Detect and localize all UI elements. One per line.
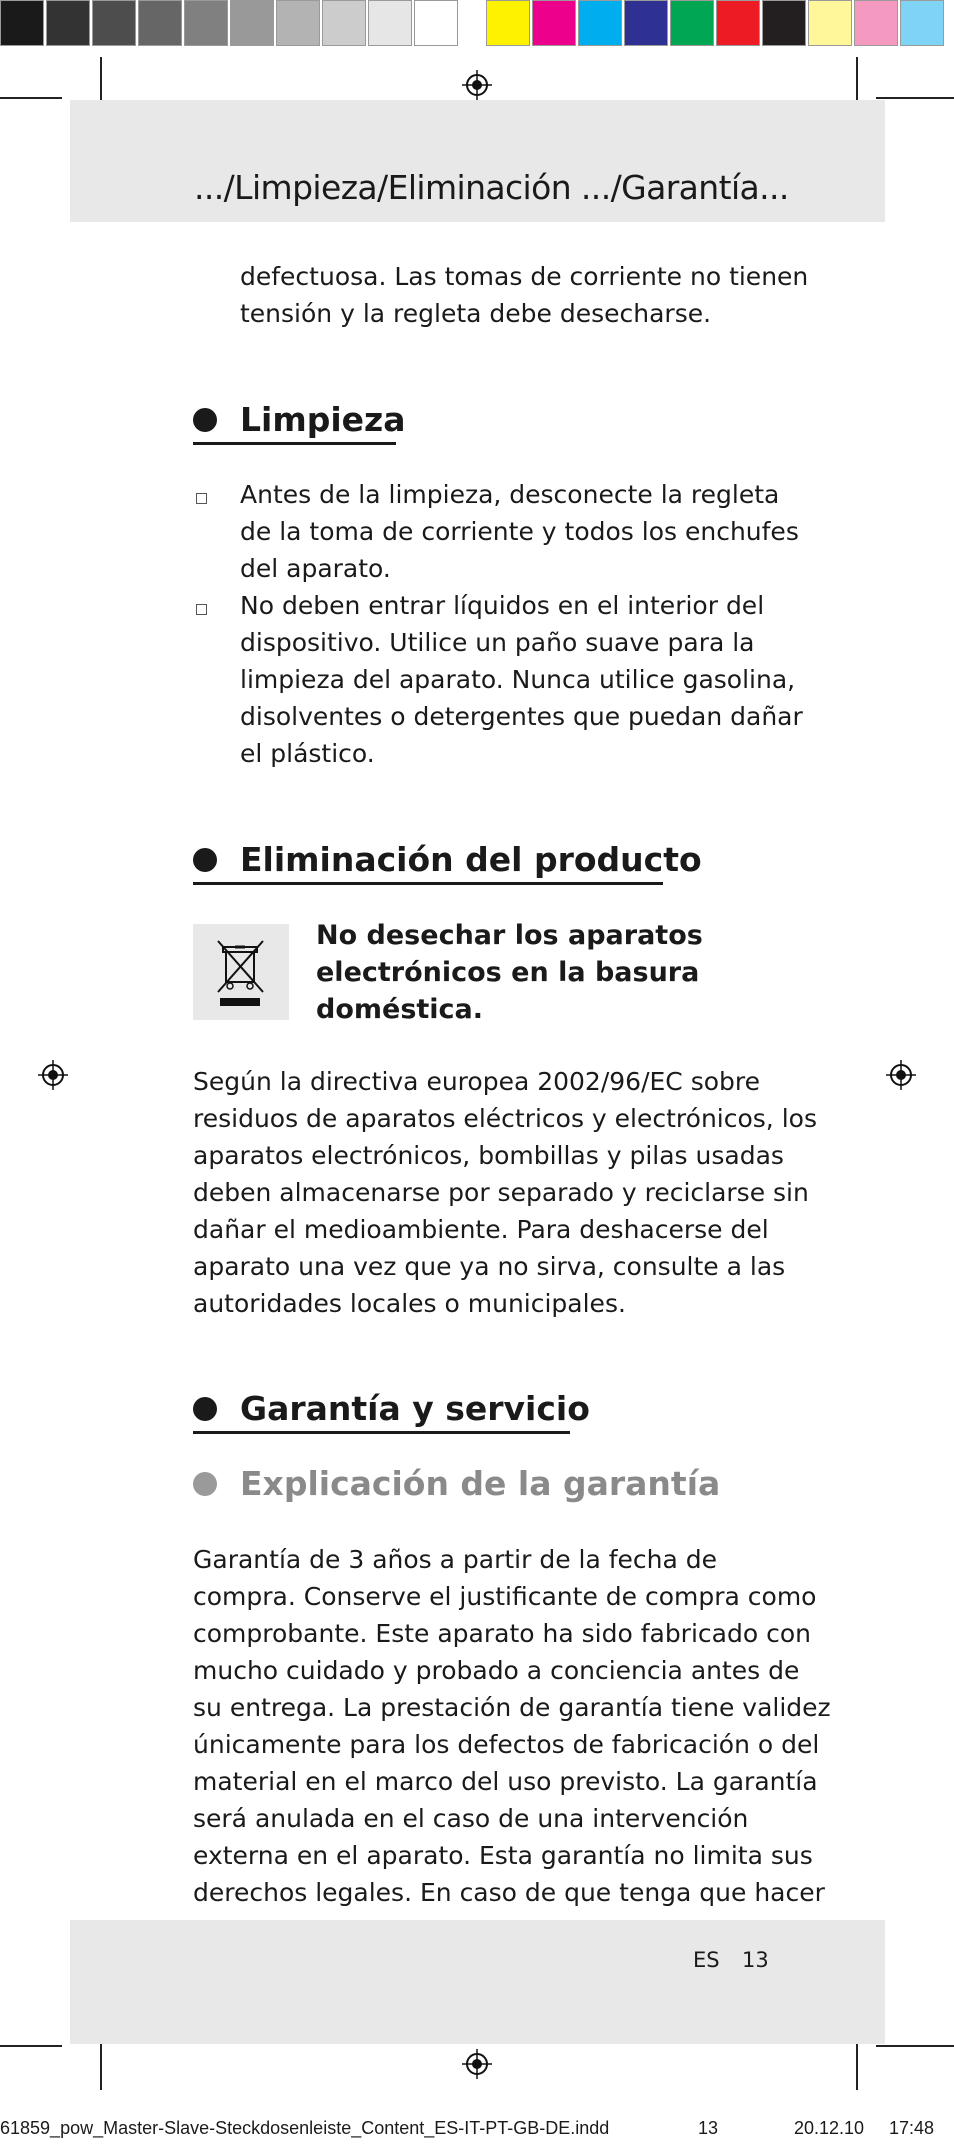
text-line: únicamente para los defectos de fabricación o del bbox=[193, 1730, 820, 1759]
text-line: Antes de la limpieza, desconecte la regleta bbox=[240, 480, 780, 509]
registration-mark-icon bbox=[886, 1060, 916, 1090]
footer-band bbox=[70, 1920, 885, 2044]
text-line: doméstica. bbox=[316, 994, 484, 1025]
slug-page: 13 bbox=[698, 2118, 719, 2138]
color-swatch bbox=[0, 0, 44, 46]
subsection-heading-warranty-explanation: Explicación de la garantía bbox=[240, 1464, 721, 1503]
text-line: compra. Conserve el justificante de compra como bbox=[193, 1582, 817, 1611]
text-line: aparato una vez que ya no sirva, consulte a las bbox=[193, 1252, 786, 1281]
color-swatch bbox=[414, 0, 458, 46]
crop-mark bbox=[876, 2045, 954, 2047]
crop-mark bbox=[876, 97, 954, 99]
subsection-bullet-icon bbox=[193, 1472, 217, 1496]
registration-mark-icon bbox=[462, 2049, 492, 2079]
text-line: externa en el aparato. Esta garantía no limita sus bbox=[193, 1841, 813, 1870]
color-swatch bbox=[92, 0, 136, 46]
text-line: No desechar los aparatos bbox=[316, 920, 703, 951]
color-swatch bbox=[578, 0, 622, 46]
registration-mark-icon bbox=[462, 70, 492, 100]
text-line: Según la directiva europea 2002/96/EC sobre bbox=[193, 1067, 760, 1096]
heading-underline bbox=[193, 1431, 570, 1434]
text-line: tensión y la regleta debe desecharse. bbox=[240, 299, 712, 328]
weee-crossed-bin-icon bbox=[193, 924, 289, 1020]
disposal-paragraph bbox=[193, 1063, 817, 1322]
color-swatch bbox=[368, 0, 412, 46]
text-line: dispositivo. Utilice un paño suave para la bbox=[240, 628, 755, 657]
text-line: electrónicos en la basura bbox=[316, 957, 700, 988]
text-line: del aparato. bbox=[240, 554, 391, 583]
text-line: residuos de aparatos eléctricos y electrónicos, los bbox=[193, 1104, 817, 1133]
text-line: limpieza del aparato. Nunca utilice gasolina, bbox=[240, 665, 796, 694]
color-swatch bbox=[762, 0, 806, 46]
color-swatch bbox=[716, 0, 760, 46]
slug-filename: 61859_pow_Master-Slave-Steckdosenleiste_Content_ES-IT-PT-GB-DE.indd bbox=[0, 2118, 610, 2138]
warranty-paragraph bbox=[193, 1541, 831, 1911]
section-heading-warranty: Garantía y servicio bbox=[240, 1389, 590, 1428]
crop-mark bbox=[856, 2040, 858, 2090]
color-swatch bbox=[808, 0, 852, 46]
text-line: autoridades locales o municipales. bbox=[193, 1289, 626, 1318]
registration-mark-icon bbox=[38, 1060, 68, 1090]
text-line: su entrega. La prestación de garantía tiene validez bbox=[193, 1693, 831, 1722]
section-heading-disposal: Eliminación del producto bbox=[240, 840, 702, 879]
section-bullet-icon bbox=[193, 848, 217, 872]
color-swatch bbox=[486, 0, 530, 46]
crop-mark bbox=[856, 57, 858, 105]
text-line: No deben entrar líquidos en el interior del bbox=[240, 591, 765, 620]
color-swatch bbox=[276, 0, 320, 46]
text-line: derechos legales. En caso de que tenga que hacer bbox=[193, 1878, 825, 1907]
footer-language: ES bbox=[693, 1948, 720, 1972]
section-heading-cleaning: Limpieza bbox=[240, 400, 406, 439]
color-swatch bbox=[532, 0, 576, 46]
text-line: dañar el medioambiente. Para deshacerse del bbox=[193, 1215, 769, 1244]
text-line: defectuosa. Las tomas de corriente no tienen bbox=[240, 262, 809, 291]
text-line: el plástico. bbox=[240, 739, 375, 768]
color-swatch bbox=[138, 0, 182, 46]
color-swatch bbox=[322, 0, 366, 46]
text-line: deben almacenarse por separado y reciclarse sin bbox=[193, 1178, 809, 1207]
heading-underline bbox=[193, 882, 663, 885]
color-swatch bbox=[624, 0, 668, 46]
text-line: disolventes o detergentes que puedan dañar bbox=[240, 702, 803, 731]
intro-paragraph bbox=[240, 258, 808, 332]
page-header-title: .../Limpieza/Eliminación .../Garantía... bbox=[194, 168, 789, 207]
slug-time: 17:48 bbox=[889, 2118, 935, 2138]
text-line: será anulada en el caso de una intervención bbox=[193, 1804, 749, 1833]
text-line: mucho cuidado y probado a conciencia antes de bbox=[193, 1656, 800, 1685]
text-line: aparatos electrónicos, bombillas y pilas usadas bbox=[193, 1141, 784, 1170]
section-bullet-icon bbox=[193, 1397, 217, 1421]
text-line: comprobante. Este aparato ha sido fabricado con bbox=[193, 1619, 811, 1648]
text-line: de la toma de corriente y todos los enchufes bbox=[240, 517, 799, 546]
color-swatch bbox=[46, 0, 90, 46]
crop-mark bbox=[0, 2045, 62, 2047]
slug-date: 20.12.10 bbox=[794, 2118, 865, 2138]
color-swatch bbox=[854, 0, 898, 46]
checkbox-bullet-icon bbox=[196, 604, 207, 615]
section-bullet-icon bbox=[193, 408, 217, 432]
color-swatch bbox=[184, 0, 228, 46]
footer-page-number: 13 bbox=[742, 1948, 769, 1972]
list-item bbox=[240, 476, 799, 587]
text-line: Garantía de 3 años a partir de la fecha de bbox=[193, 1545, 718, 1574]
color-swatch bbox=[900, 0, 944, 46]
disposal-warning bbox=[316, 917, 703, 1028]
color-swatch bbox=[670, 0, 714, 46]
color-swatch bbox=[230, 0, 274, 46]
list-item bbox=[240, 587, 803, 772]
crop-mark bbox=[100, 57, 102, 105]
crop-mark bbox=[0, 97, 62, 99]
heading-underline bbox=[193, 442, 396, 445]
checkbox-bullet-icon bbox=[196, 493, 207, 504]
text-line: material en el marco del uso previsto. La garantía bbox=[193, 1767, 818, 1796]
crop-mark bbox=[100, 2040, 102, 2090]
